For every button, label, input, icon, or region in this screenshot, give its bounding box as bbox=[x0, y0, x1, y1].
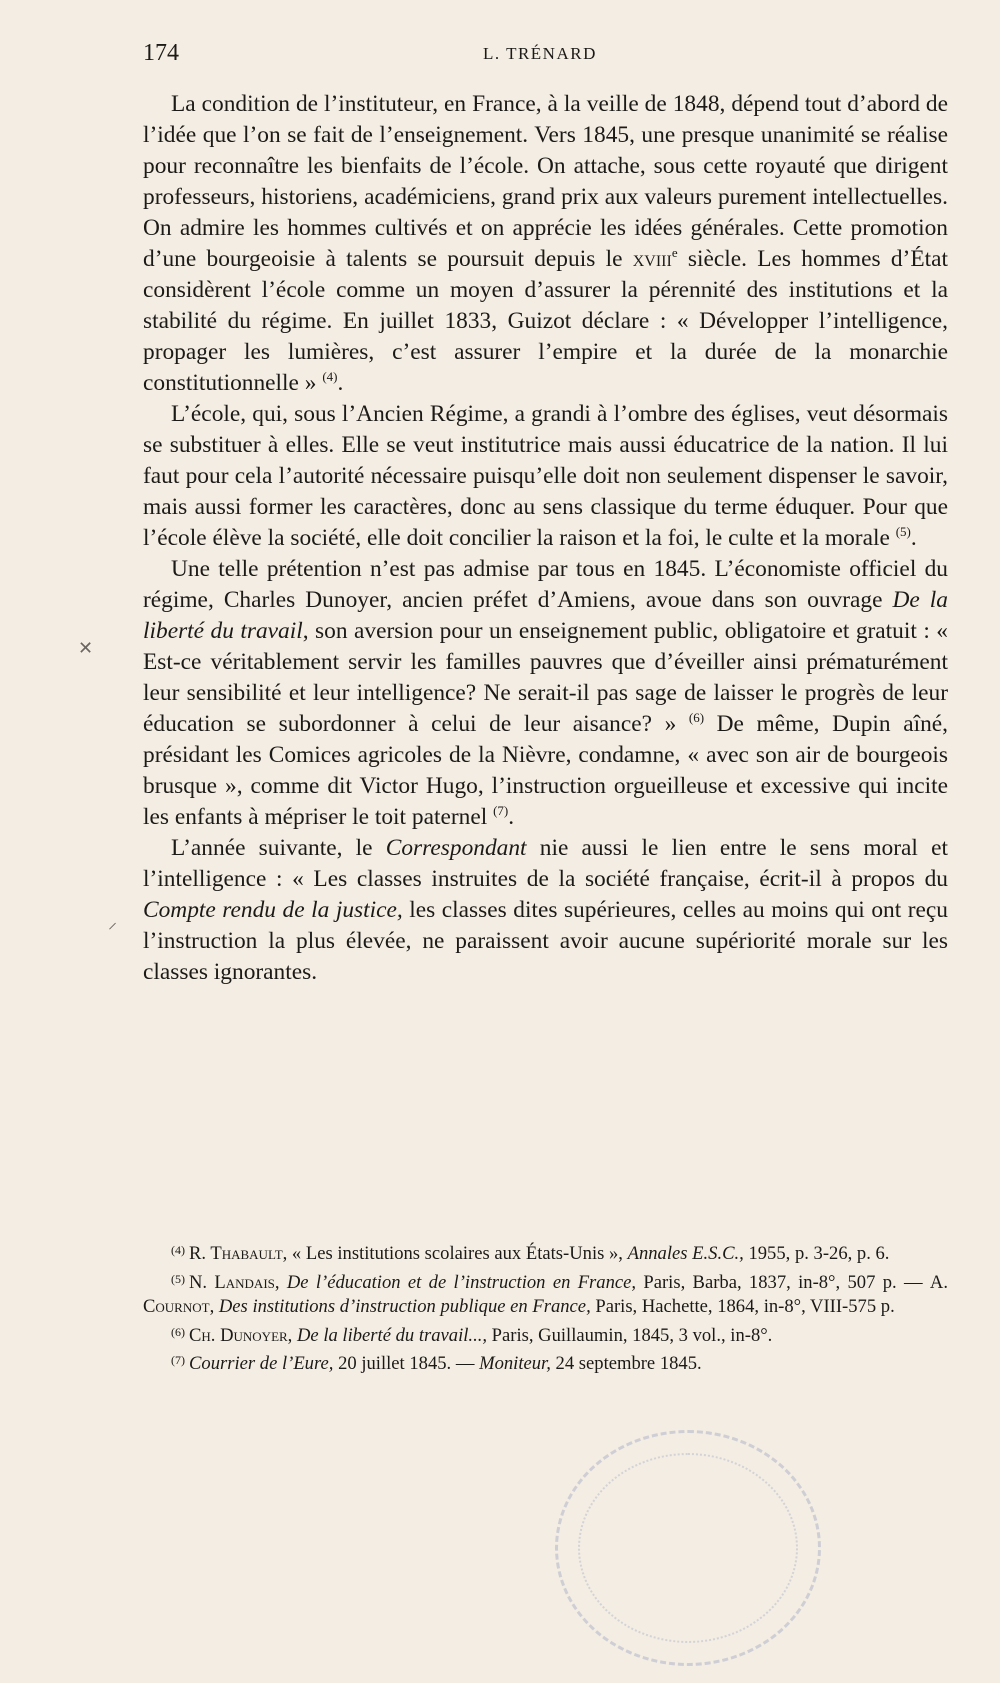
book-title: De la liberté du travail bbox=[143, 587, 948, 644]
running-head: L. TRÉNARD bbox=[483, 44, 597, 63]
century-numeral: xviii bbox=[632, 246, 672, 272]
footnote-4: $^{(4)}$ R. Thabault, « Les institutions scolaires aux États-Unis », Annales E.S.C., 1955, p. 3-26, p. 6. bbox=[171, 1243, 890, 1264]
body-text bbox=[143, 89, 948, 988]
page-header bbox=[143, 40, 948, 76]
paragraph: L’année suivante, le Correspondant nie aussi le lien entre le sens moral et l’intelligence : « Les classes instruites de la société française, écrit-il à propos du Compte rendu de la justice, les classes dites supérieures, celles au moins qui ont reçu l’instruction la plus élevée, ne paraissent avoir aucune supériorité morale sur les classes ignorantes. bbox=[143, 835, 949, 985]
footnotes bbox=[143, 1238, 948, 1377]
paragraph: Une telle prétention n’est pas admise par tous en 1845. L’économiste officiel du régime, Charles Dunoyer, ancien préfet d’Amiens, avoue dans son ouvrage De la liberté du travail, son aversion pour un enseignement public, obligatoire et gratuit : « Est-ce véritablement servir les familles pauvres que d’éveiller ainsi prématurément leur sensibilité et leur intelligence? Ne serait-il pas sage de laisser le progrès de leur éducation se subordonner à celui de leur aisance? » $^{(6)}$ De même, Dupin aîné, présidant les Comices agricoles de la Nièvre, condamne, « avec son air de bourgeois brusque », comme dit Victor Hugo, l’instruction orgueilleuse et excessive qui incite les enfants à mépriser le toit paternel $^{(7)}$. bbox=[143, 556, 948, 830]
footnote-7: $^{(7)}$ Courrier de l’Eure, 20 juillet 1845. — Moniteur, 24 septembre 1845. bbox=[171, 1353, 702, 1374]
footnote-ref[interactable]: (7) bbox=[493, 803, 509, 818]
page-number: 174 bbox=[143, 40, 179, 66]
footnote-6: $^{(6)}$ Ch. Dunoyer, De la liberté du travail..., Paris, Guillaumin, 1845, 3 vol., in-8°. bbox=[171, 1324, 773, 1346]
paragraph: L’école, qui, sous l’Ancien Régime, a grandi à l’ombre des églises, veut désormais se substituer à elles. Elle se veut institutrice mais aussi éducatrice de la nation. Il lui faut pour cela l’autorité nécessaire puisqu’elle doit non seulement dispenser le savoir, mais aussi former les caractères, donc au sens classique du terme éduquer. Pour que l’école élève la société, elle doit concilier la raison et la foi, le culte et la morale $^{(5)}$. bbox=[143, 401, 948, 551]
library-stamp bbox=[555, 1430, 821, 1666]
journal-title: Correspondant bbox=[385, 835, 527, 861]
pencil-margin-mark: ⸝ bbox=[108, 912, 117, 932]
footnote-ref[interactable]: (5) bbox=[895, 524, 911, 539]
pencil-margin-mark: ✕ bbox=[78, 638, 94, 658]
paragraph: La condition de l’instituteur, en France, à la veille de 1848, dépend tout d’abord de l’idée que l’on se fait de l’enseignement. Vers 1845, une presque unanimité se réalise pour reconnaître les bienfaits de l’école. On attache, sous cette royauté que dirigent professeurs, historiens, académiciens, grand prix aux valeurs purement intellectuelles. On admire les hommes cultivés et on apprécie les idées générales. Cette promotion d’une bourgeoisie à talents se poursuit depuis le xviii$^e$ siècle. Les hommes d’État considèrent l’école comme un moyen d’assurer la pérennité des institutions et la stabilité du régime. En juillet 1833, Guizot déclare : « Développer l’intelligence, propager les lumières, c’est assurer l’empire et la durée de la monarchie constitutionnelle » $^{(4)}$. bbox=[143, 91, 948, 396]
report-title: Compte rendu de la justice, bbox=[143, 897, 403, 923]
footnote-5: $^{(5)}$ N. Landais, De l’éducation et de l’instruction en France, Paris, Barba, 1837, in-8°, 507 p. — A. Cournot, Des institutions d’instruction publique en France, Paris, Hachette, 1864, in-8°, VIII-575 p. bbox=[143, 1271, 948, 1317]
library-stamp-inner-ring bbox=[578, 1453, 798, 1643]
footnote-ref[interactable]: (4) bbox=[322, 369, 338, 384]
footnote-ref[interactable]: (6) bbox=[688, 710, 705, 725]
